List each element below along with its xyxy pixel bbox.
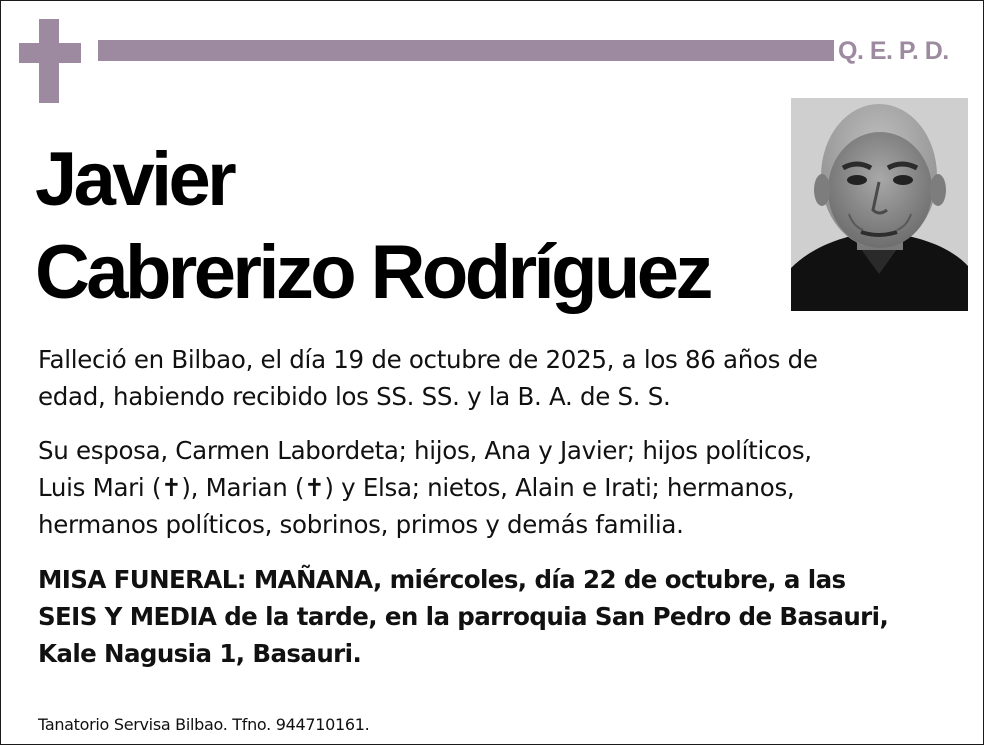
family-list <box>38 432 963 543</box>
death-announcement-line: edad, habiendo recibido los SS. SS. y la B. A. de S. S. <box>38 382 671 411</box>
qepd-label: Q. E. P. D. <box>838 37 949 65</box>
death-announcement-line: Falleció en Bilbao, el día 19 de octubre de 2025, a los 86 años de <box>38 345 818 374</box>
deceased-surnames: Cabrerizo Rodríguez <box>35 230 710 315</box>
header-divider-bar <box>98 40 834 61</box>
funeral-mass-line: SEIS Y MEDIA de la tarde, en la parroquia San Pedro de Basauri, <box>38 602 889 631</box>
family-list-line: Luis Mari (✝), Marian (✝) y Elsa; nietos, Alain e Irati; hermanos, <box>38 473 795 502</box>
family-list-line: hermanos políticos, sobrinos, primos y demás familia. <box>38 510 684 539</box>
funeral-home-contact: Tanatorio Servisa Bilbao. Tfno. 944710161. <box>38 715 370 734</box>
funeral-mass-line: MISA FUNERAL: MAÑANA, miércoles, día 22 de octubre, a las <box>38 565 846 594</box>
portrait-photo-icon <box>791 98 968 311</box>
deceased-name <box>35 133 775 319</box>
cross-horizontal-bar <box>19 43 81 63</box>
funeral-mass-line: Kale Nagusia 1, Basauri. <box>38 639 362 668</box>
deceased-photo <box>791 98 968 311</box>
deceased-first-name: Javier <box>35 137 234 222</box>
latin-cross-icon <box>19 19 81 103</box>
family-list-line: Su esposa, Carmen Labordeta; hijos, Ana y Javier; hijos políticos, <box>38 436 812 465</box>
funeral-mass-details <box>38 561 963 672</box>
death-announcement <box>38 341 963 415</box>
